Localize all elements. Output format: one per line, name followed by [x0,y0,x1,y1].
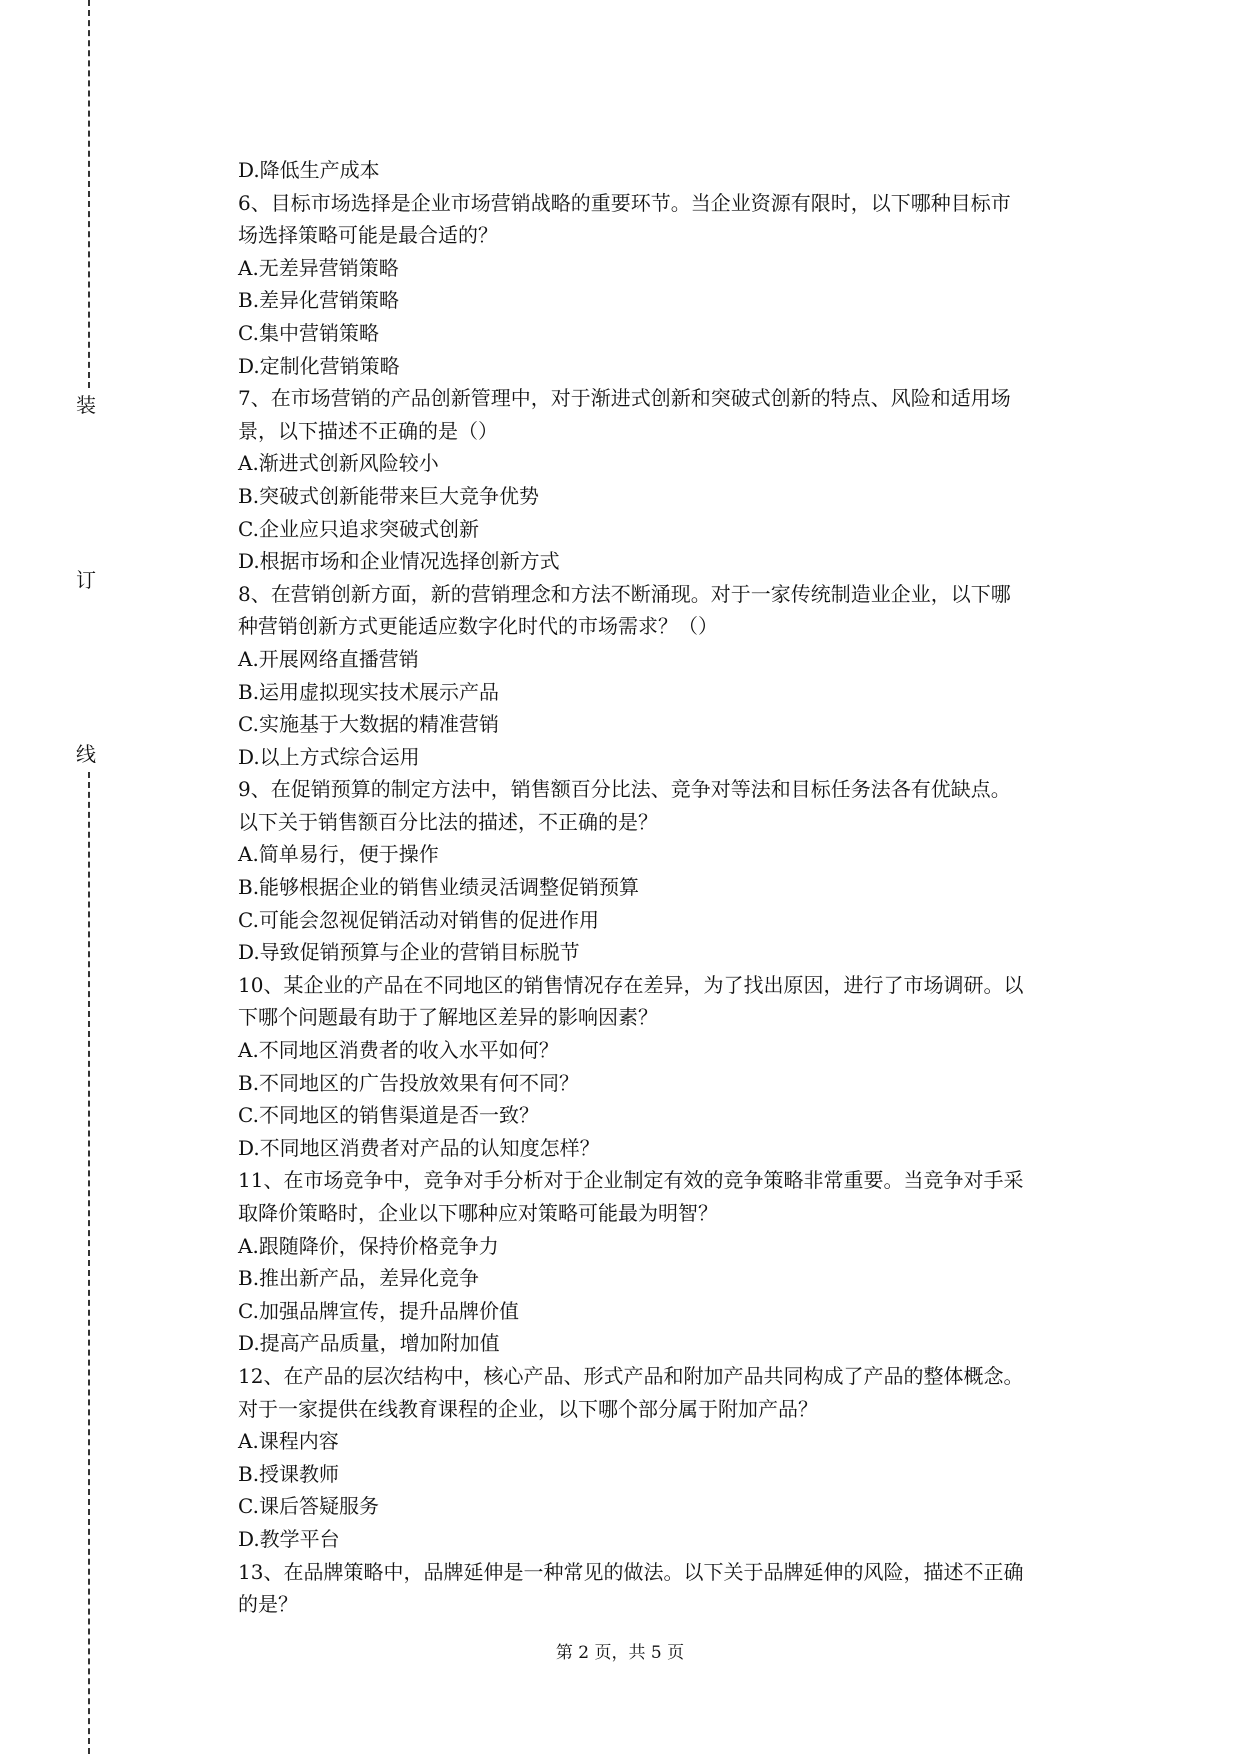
text-line: 6、目标市场选择是企业市场营销战略的重要环节。当企业资源有限时，以下哪种目标市 [238,190,1011,215]
text-line: D.不同地区消费者对产品的认知度怎样？ [238,1135,600,1160]
text-line: A.课程内容 [238,1429,339,1454]
text-line: 景，以下描述不正确的是（） [238,418,498,443]
text-line: B.不同地区的广告投放效果有何不同？ [238,1070,580,1095]
text-line: C.集中营销策略 [238,320,379,345]
text-line: A.开展网络直播营销 [238,646,419,671]
text-line: 取降价策略时，企业以下哪种应对策略可能最为明智？ [238,1201,718,1225]
text-line: 场选择策略可能是最合适的？ [238,223,498,248]
text-line: C.可能会忽视促销活动对销售的促进作用 [238,907,599,932]
text-line: A.无差异营销策略 [238,255,399,280]
text-line: 9、在促销预算的制定方法中，销售额百分比法、竞争对等法和目标任务法各有优缺点。 [238,777,1011,802]
text-line: D.降低生产成本 [238,158,380,182]
text-line: 7、在市场营销的产品创新管理中，对于渐进式创新和突破式创新的特点、风险和适用场 [238,386,1011,411]
text-line: C.不同地区的销售渠道是否一致？ [238,1103,539,1128]
text-line: A.简单易行，便于操作 [238,842,439,867]
text-line: D.导致促销预算与企业的营销目标脱节 [238,940,580,965]
binding-label-ding: 订 [76,568,96,592]
text-line: A.渐进式创新风险较小 [238,451,439,476]
text-line: D.定制化营销策略 [238,353,400,378]
text-line: 11、在市场竞争中，竞争对手分析对于企业制定有效的竞争策略非常重要。当竞争对手采 [238,1168,1024,1193]
text-line: B.运用虚拟现实技术展示产品 [238,679,500,704]
binding-dashed-line-top [88,0,90,388]
text-line: 下哪个问题最有助于了解地区差异的影响因素？ [238,1005,658,1030]
text-line: 10、某企业的产品在不同地区的销售情况存在差异，为了找出原因，进行了市场调研。以 [238,972,1024,997]
text-line: 12、在产品的层次结构中，核心产品、形式产品和附加产品共同构成了产品的整体概念。 [238,1363,1024,1388]
text-line: 8、在营销创新方面，新的营销理念和方法不断涌现。对于一家传统制造业企业，以下哪 [238,581,1011,606]
text-line: D.根据市场和企业情况选择创新方式 [238,549,560,574]
text-line: A.跟随降价，保持价格竞争力 [238,1233,499,1258]
text-line: D.以上方式综合运用 [238,744,420,769]
text-line: 种营销创新方式更能适应数字化时代的市场需求？（） [238,614,718,639]
text-line: 对于一家提供在线教育课程的企业，以下哪个部分属于附加产品？ [238,1396,818,1421]
text-line: A.不同地区消费者的收入水平如何？ [238,1038,559,1063]
text-line: C.企业应只追求突破式创新 [238,516,479,541]
binding-dashed-line-bottom [88,772,90,1754]
page-footer: 第 2 页，共 5 页 [555,1643,685,1663]
text-line: B.授课教师 [238,1461,340,1486]
text-line: C.课后答疑服务 [238,1494,379,1519]
binding-label-xian: 线 [76,742,96,766]
text-line: C.实施基于大数据的精准营销 [238,712,499,737]
text-line: 以下关于销售额百分比法的描述，不正确的是？ [238,809,658,834]
text-line: D.提高产品质量，增加附加值 [238,1331,500,1356]
text-line: C.加强品牌宣传，提升品牌价值 [238,1298,519,1323]
question-content [238,154,1098,1621]
binding-label-zhuang: 装 [76,393,96,417]
text-line: B.能够根据企业的销售业绩灵活调整促销预算 [238,875,640,900]
text-line: B.突破式创新能带来巨大竞争优势 [238,483,540,508]
text-line: 的是？ [238,1592,298,1617]
text-line: B.推出新产品，差异化竞争 [238,1266,480,1291]
text-line: 13、在品牌策略中，品牌延伸是一种常见的做法。以下关于品牌延伸的风险，描述不正确 [238,1559,1024,1584]
text-line: B.差异化营销策略 [238,288,400,313]
text-line: D.教学平台 [238,1526,340,1551]
